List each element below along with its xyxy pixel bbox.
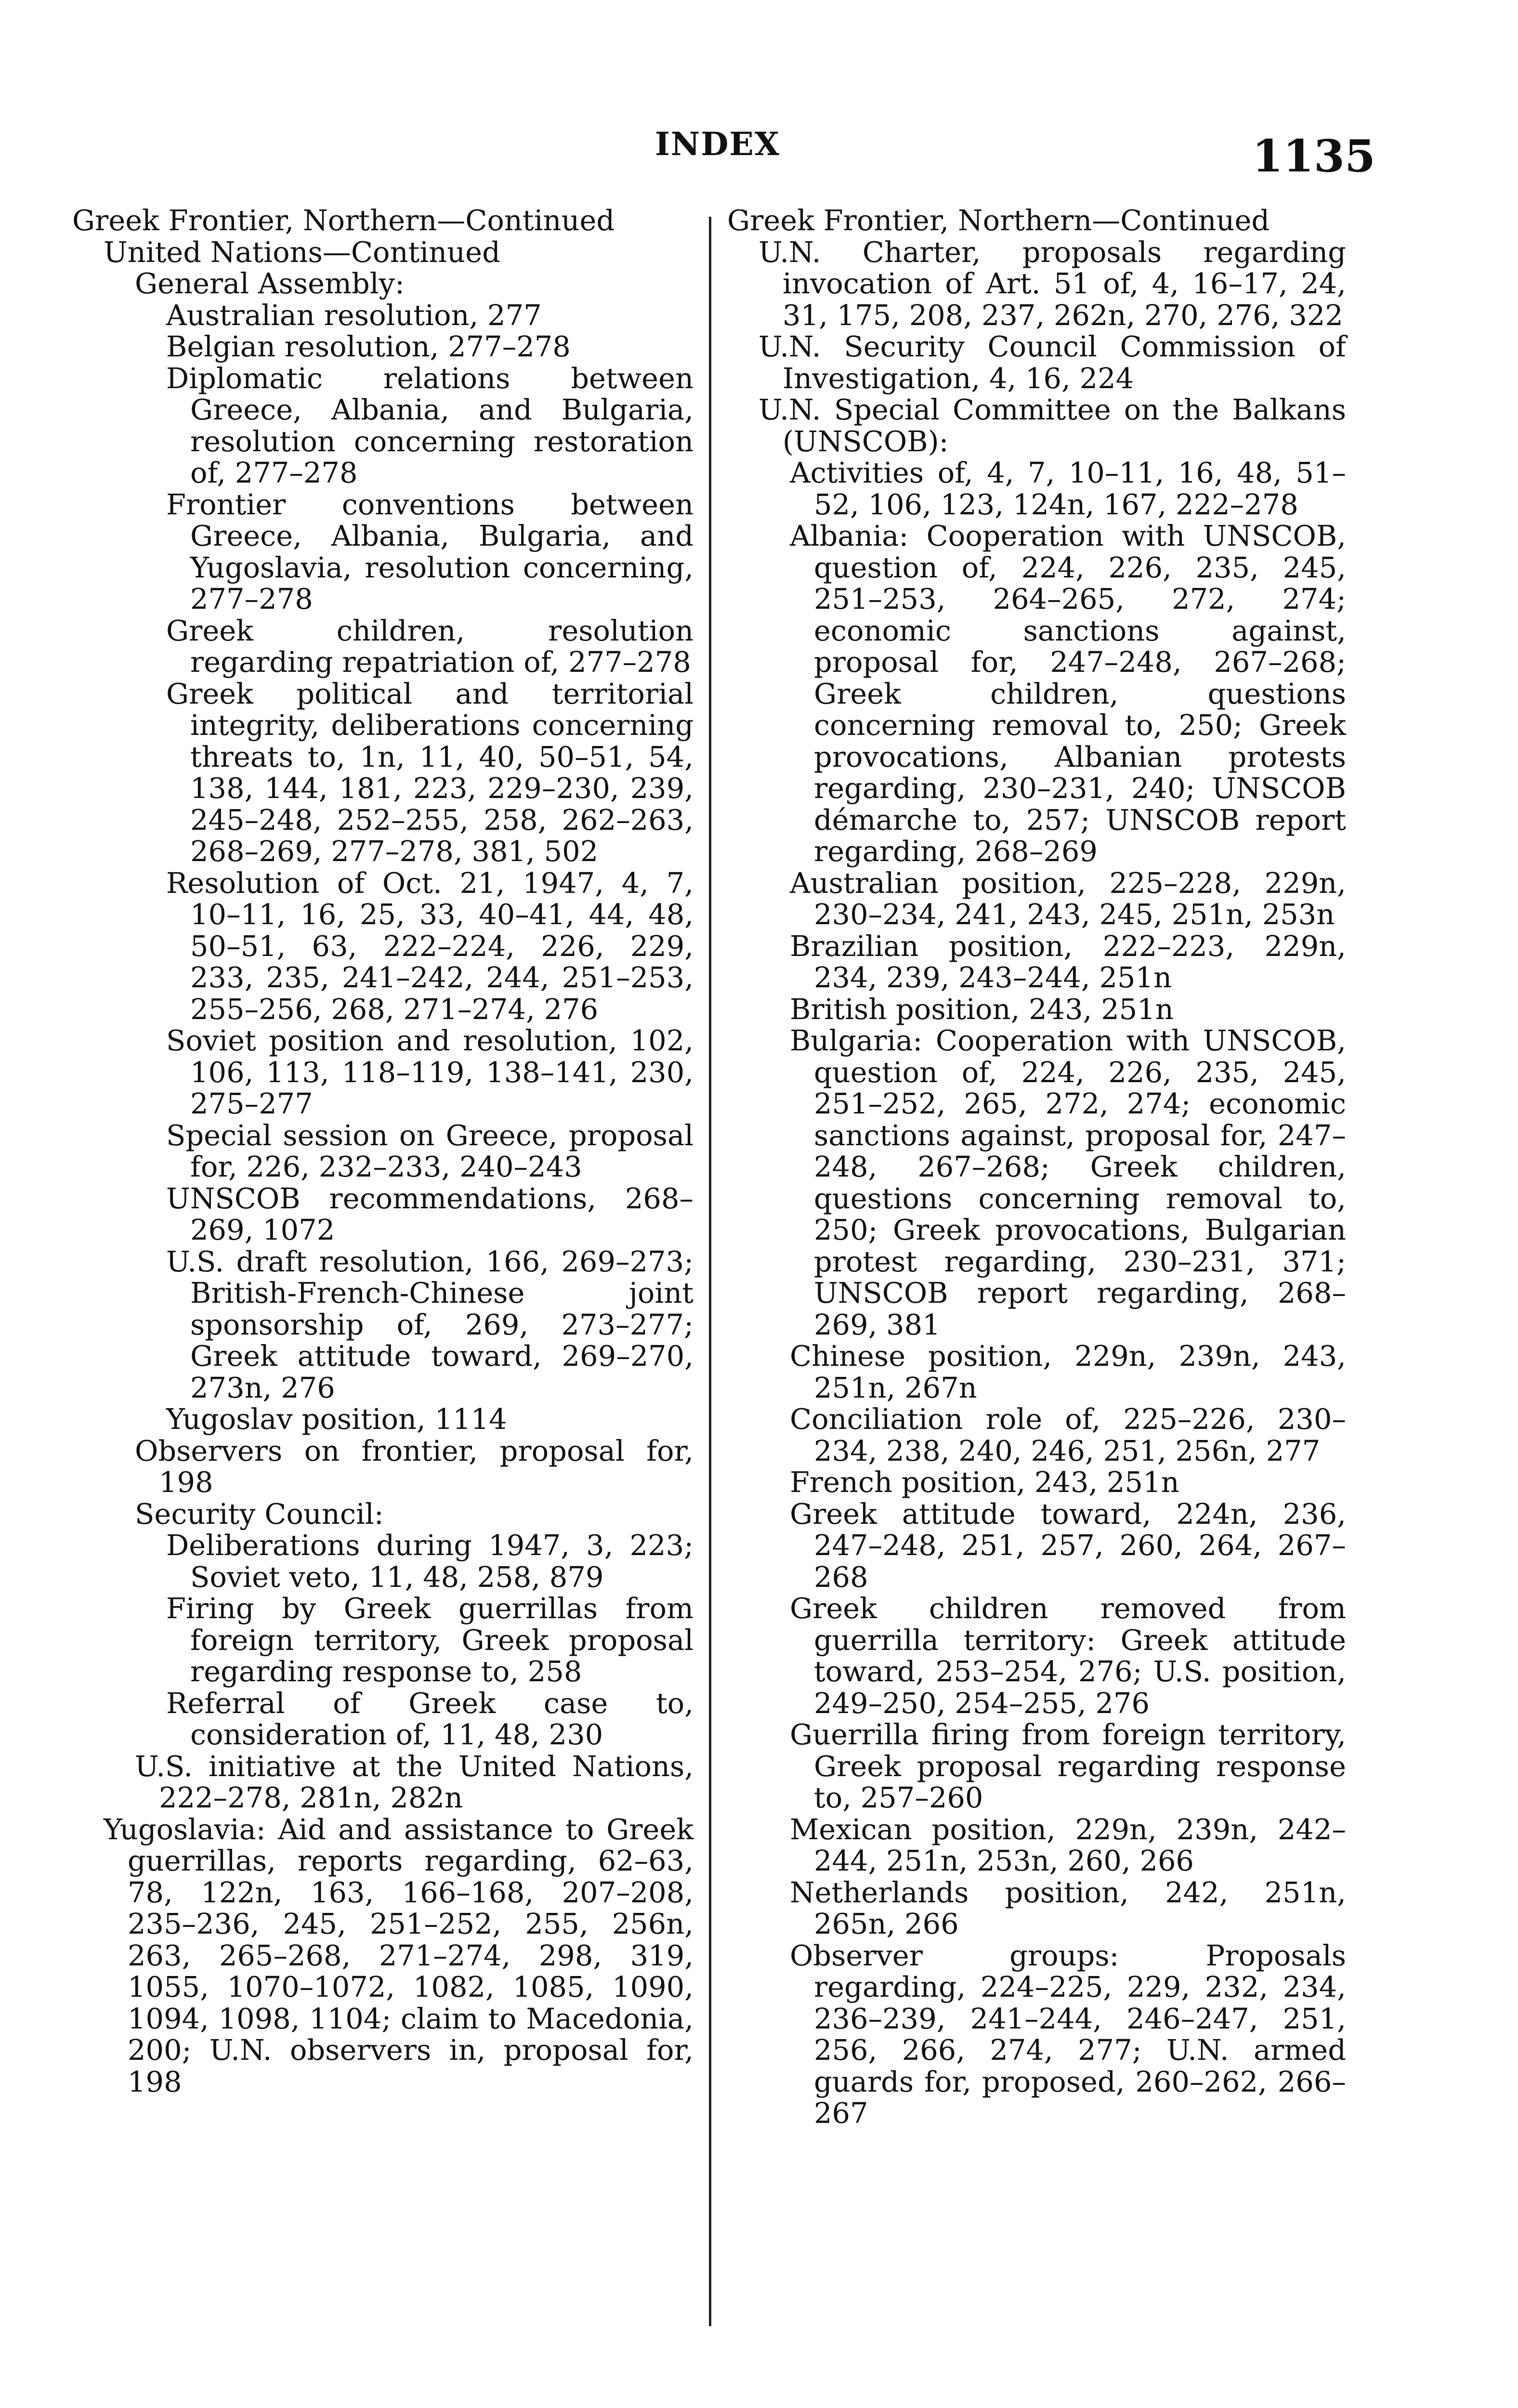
- index-entry: British position, 243, 251n: [790, 992, 1174, 1026]
- index-entry: Guerrilla firing from foreign territory, Greek proposal regarding response to, 257–260: [790, 1718, 1346, 1814]
- index-entry: U.N. Charter, proposals regarding invocation of Art. 51 of, 4, 16–17, 24, 31, 175, 208, 237, 262n, 270, 276, 322: [759, 235, 1346, 332]
- index-entry: Frontier conventions between Greece, Albania, Bulgaria, and Yugoslavia, resolution concerning, 277–278: [166, 487, 694, 615]
- index-entry: Australian resolution, 277: [166, 298, 542, 332]
- index-entry: Bulgaria: Cooperation with UNSCOB, question of, 224, 226, 235, 245, 251–252, 265, 272, 274; economic sanctions against, proposal for, 247–248, 267–268; Greek children, questions concerning removal to, 250; Greek provocations, Bulgarian protest regarding, 230–231, 371; UNSCOB report regarding, 268–269, 381: [790, 1024, 1346, 1341]
- index-entry: Special session on Greece, proposal for, 226, 232–233, 240–243: [166, 1118, 694, 1183]
- index-entry: General Assembly:: [135, 267, 405, 300]
- index-entry: Referral of Greek case to, consideration of, 11, 48, 230: [166, 1686, 694, 1751]
- index-entry: Diplomatic relations between Greece, Albania, and Bulgaria, resolution concerning restoration of, 277–278: [166, 361, 694, 489]
- index-entry: Greek Frontier, Northern—Continued: [727, 204, 1270, 237]
- index-entry: U.S. draft resolution, 166, 269–273; British-French-Chinese joint sponsorship of, 269, 273–277; Greek attitude toward, 269–270, 273n, 276: [166, 1244, 694, 1404]
- index-entry: French position, 243, 251n: [790, 1466, 1179, 1499]
- left-column: [72, 205, 694, 2097]
- index-entry: U.S. initiative at the United Nations, 222–278, 281n, 282n: [135, 1749, 694, 1814]
- index-entry: Chinese position, 229n, 239n, 243, 251n, 267n: [790, 1339, 1346, 1404]
- index-entry: Netherlands position, 242, 251n, 265n, 266: [790, 1875, 1346, 1940]
- index-entry: Firing by Greek guerrillas from foreign territory, Greek proposal regarding response to, 258: [166, 1592, 694, 1688]
- index-entry: Soviet position and resolution, 102, 106, 113, 118–119, 138–141, 230, 275–277: [166, 1024, 694, 1120]
- index-entry: Greek children removed from guerrilla territory: Greek attitude toward, 253–254, 276; U.S. position, 249–250, 254–255, 276: [790, 1592, 1346, 1720]
- index-entry: Mexican position, 229n, 239n, 242–244, 251n, 253n, 260, 266: [790, 1812, 1346, 1877]
- running-head: INDEX: [655, 125, 780, 163]
- index-entry: UNSCOB recommendations, 268–269, 1072: [166, 1181, 694, 1246]
- index-entry: Activities of, 4, 7, 10–11, 16, 48, 51–52, 106, 123, 124n, 167, 222–278: [790, 456, 1346, 521]
- index-entry: Resolution of Oct. 21, 1947, 4, 7, 10–11, 16, 25, 33, 40–41, 44, 48, 50–51, 63, 222–224, 226, 229, 233, 235, 241–242, 244, 251–253, 255–256, 268, 271–274, 276: [166, 866, 694, 1026]
- index-entry: Brazilian position, 222–223, 229n, 234, 239, 243–244, 251n: [790, 929, 1346, 994]
- index-entry: Greek attitude toward, 224n, 236, 247–248, 251, 257, 260, 264, 267–268: [790, 1497, 1346, 1594]
- index-entry: Deliberations during 1947, 3, 223; Soviet veto, 11, 48, 258, 879: [166, 1529, 694, 1594]
- index-entry: U.N. Special Committee on the Balkans (UNSCOB):: [759, 393, 1346, 458]
- index-entry: Observers on frontier, proposal for, 198: [135, 1434, 694, 1499]
- index-entry: Australian position, 225–228, 229n, 230–234, 241, 243, 245, 251n, 253n: [790, 866, 1346, 931]
- index-entry: United Nations—Continued: [104, 235, 500, 269]
- index-entry: Greek political and territorial integrity, deliberations concerning threats to, 1n, 11, 40, 50–51, 54, 138, 144, 181, 223, 229–230, 239, 245–248, 252–255, 258, 262–263, 268–269, 277–278, 381, 502: [166, 677, 694, 868]
- index-entry: Security Council:: [135, 1497, 384, 1531]
- index-entry: Observer groups: Proposals regarding, 224–225, 229, 232, 234, 236–239, 241–244, 246–247, 251, 256, 266, 274, 277; U.N. armed guards for, proposed, 260–262, 266–267: [790, 1938, 1346, 2130]
- index-entry: Greek children, resolution regarding repatriation of, 277–278: [166, 614, 694, 679]
- index-entry: Conciliation role of, 225–226, 230–234, 238, 240, 246, 251, 256n, 277: [790, 1402, 1346, 1467]
- index-entry: Yugoslav position, 1114: [166, 1402, 507, 1436]
- index-entry: Greek Frontier, Northern—Continued: [72, 204, 615, 237]
- right-column: [727, 205, 1346, 2129]
- column-divider: [709, 217, 711, 2326]
- index-entry: Albania: Cooperation with UNSCOB, question of, 224, 226, 235, 245, 251–253, 264–265, 272, 274; economic sanctions against, proposal for, 247–248, 267–268; Greek children, questions concerning removal to, 250; Greek provocations, Albanian protests regarding, 230–231, 240; UNSCOB démarche to, 257; UNSCOB report regarding, 268–269: [790, 519, 1346, 868]
- index-entry: U.N. Security Council Commission of Investigation, 4, 16, 224: [759, 330, 1346, 395]
- page-number: 1135: [1252, 130, 1376, 182]
- index-entry: Yugoslavia: Aid and assistance to Greek guerrillas, reports regarding, 62–63, 78, 122n, 163, 166–168, 207–208, 235–236, 245, 251–252, 255, 256n, 263, 265–268, 271–274, 298, 319, 1055, 1070–1072, 1082, 1085, 1090, 1094, 1098, 1104; claim to Macedonia, 200; U.N. observers in, proposal for, 198: [104, 1812, 694, 2098]
- index-entry: Belgian resolution, 277–278: [166, 330, 571, 363]
